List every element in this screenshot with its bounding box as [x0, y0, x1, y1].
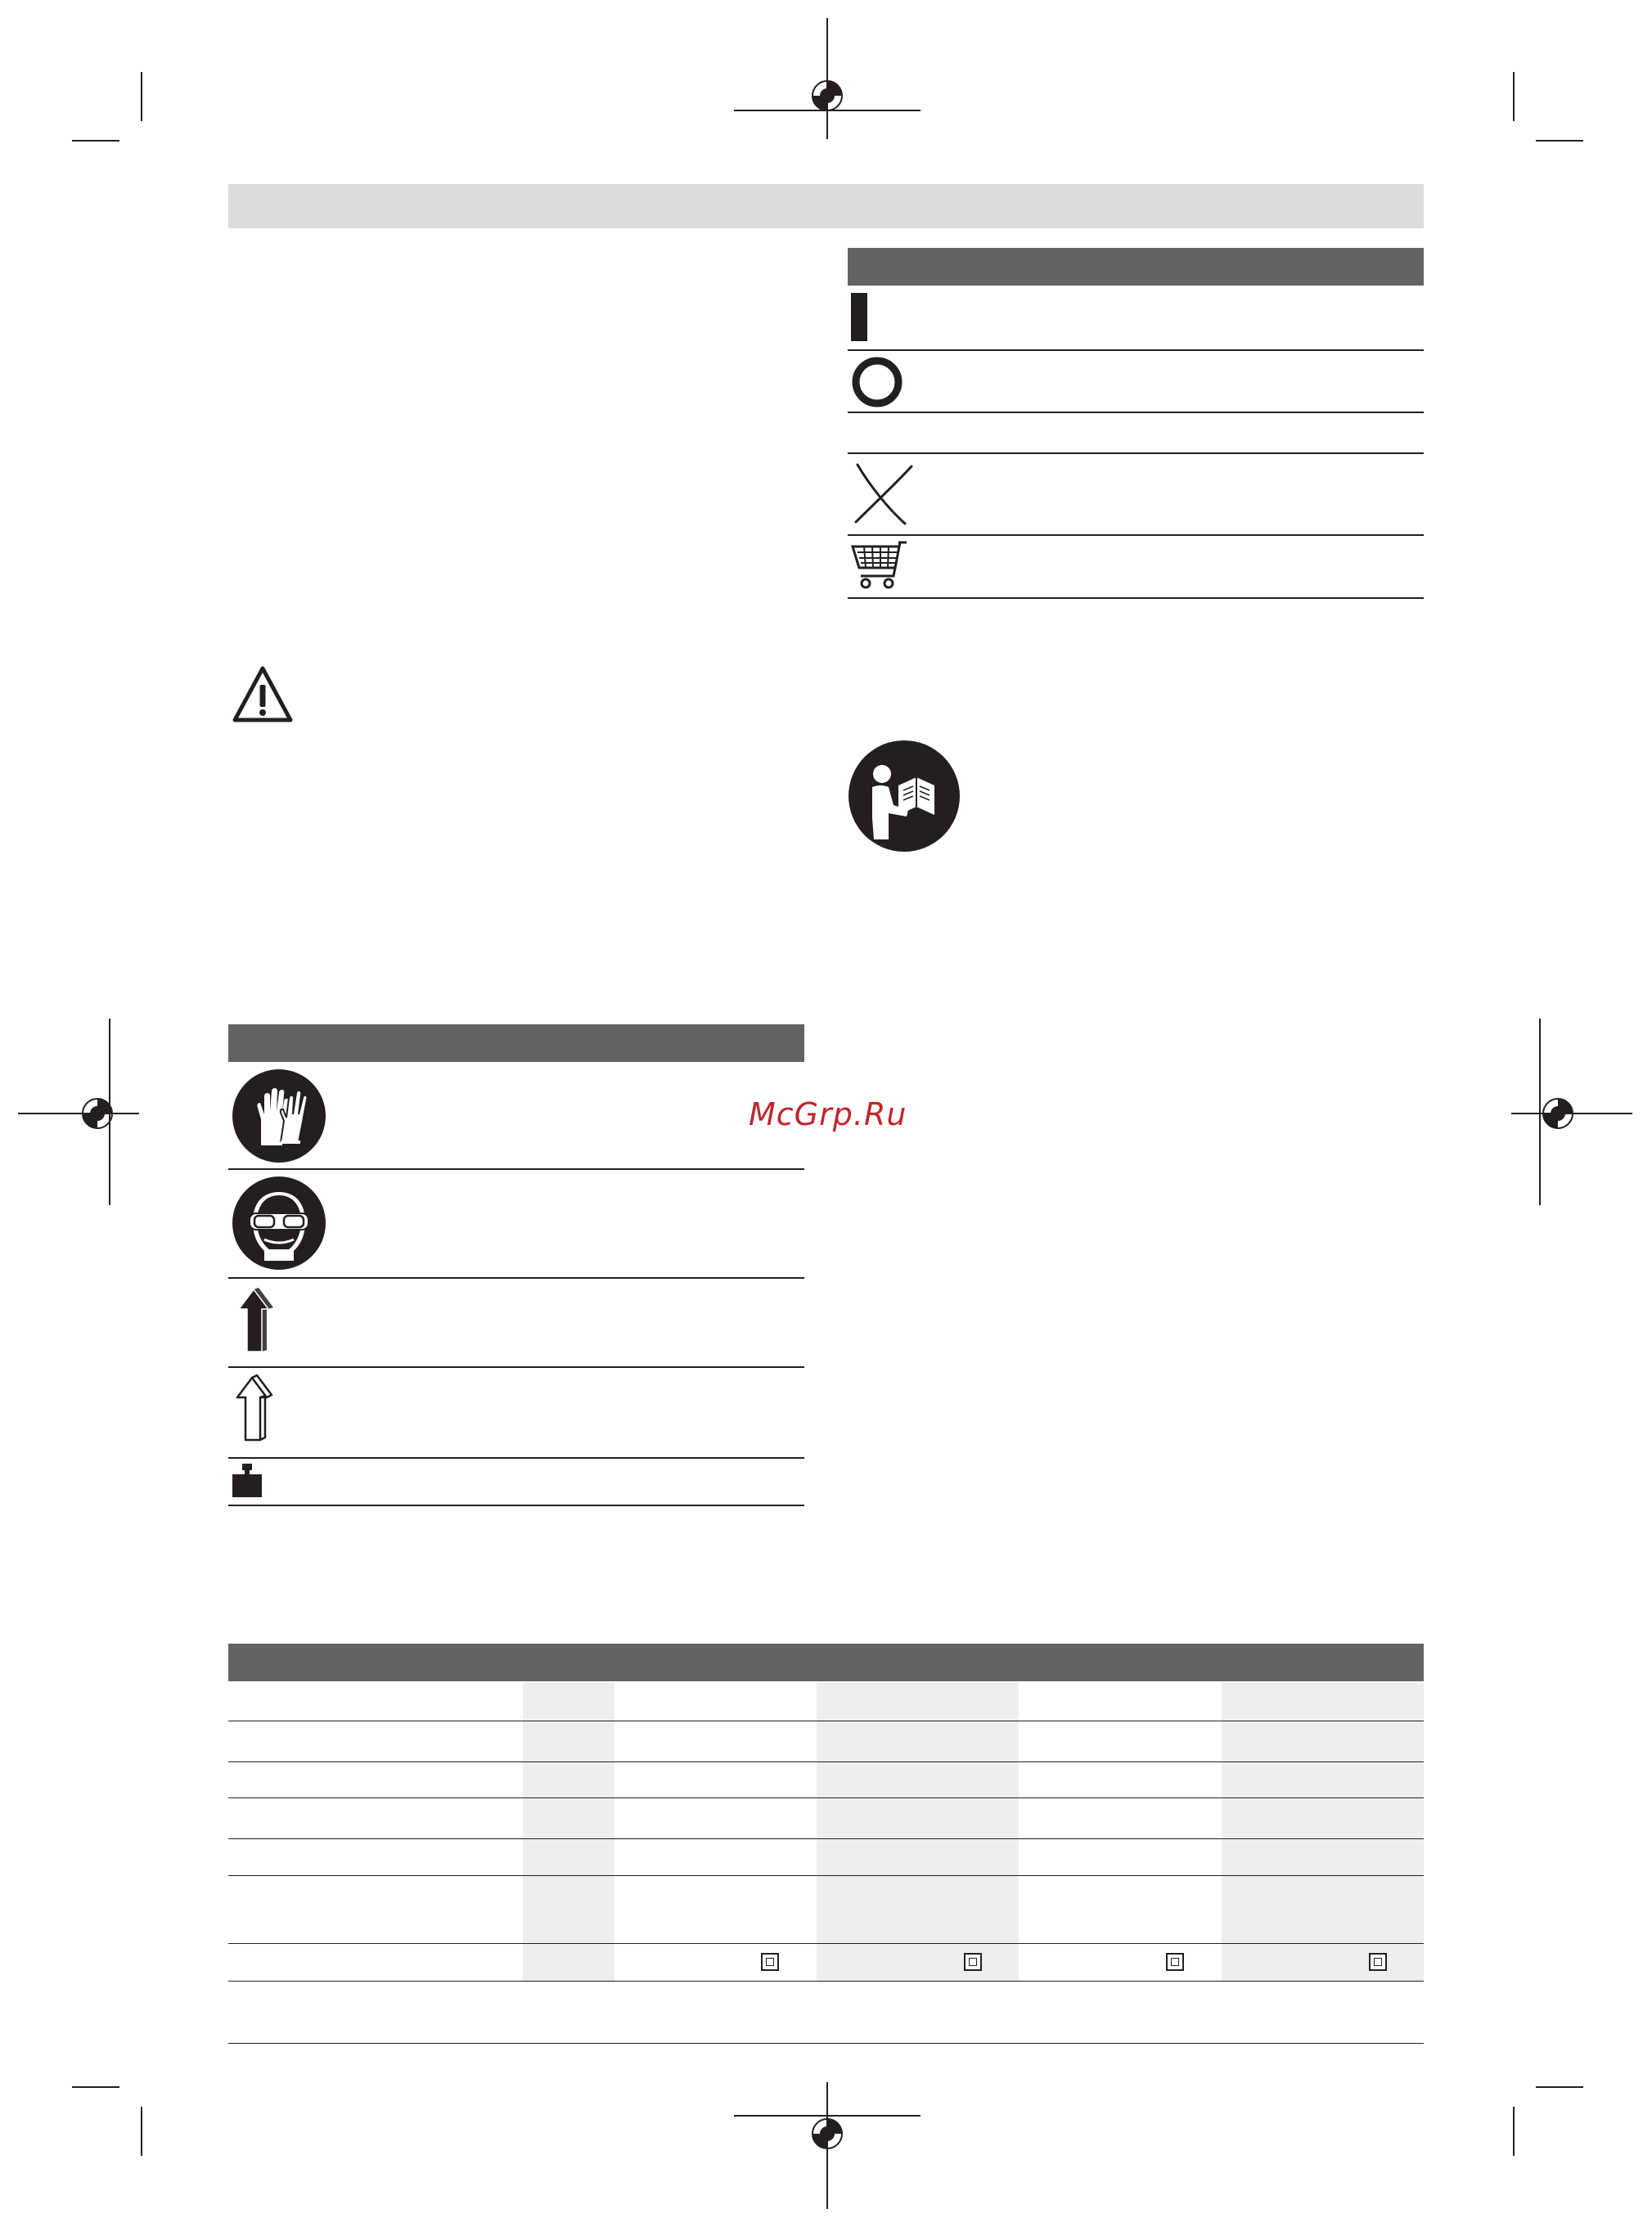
- table-rule: [228, 1366, 804, 1368]
- table-shaded-column: [1222, 1683, 1424, 1981]
- read-manual-icon: [848, 740, 961, 853]
- registration-mark-icon: [809, 2116, 845, 2152]
- crop-mark: [18, 1113, 139, 1114]
- weight-icon: [231, 1463, 263, 1499]
- table-rule: [228, 1457, 804, 1459]
- registration-mark-icon: [79, 1096, 115, 1131]
- not-allowed-x-icon: [851, 460, 915, 527]
- crop-mark: [141, 72, 142, 121]
- table-rule: [228, 1277, 804, 1279]
- table-rule: [848, 412, 1424, 413]
- switch-table-heading-bar: [848, 248, 1424, 286]
- registration-mark-icon: [809, 78, 845, 114]
- double-insulation-icon: [1369, 1953, 1387, 1971]
- power-on-icon: [851, 293, 867, 341]
- shopping-cart-icon: [849, 540, 910, 591]
- arrow-up-outline-icon: [234, 1373, 283, 1445]
- power-off-icon: [850, 355, 904, 409]
- table-shaded-column: [523, 1683, 614, 1981]
- protective-gloves-icon: [232, 1069, 326, 1163]
- double-insulation-icon: [964, 1953, 982, 1971]
- crop-mark: [1513, 2107, 1515, 2156]
- table-rule: [228, 1168, 804, 1170]
- table-row-rule: [228, 1981, 1424, 1982]
- watermark: McGrp.Ru: [749, 1096, 907, 1132]
- double-insulation-icon: [1166, 1953, 1184, 1971]
- crop-mark: [72, 2086, 119, 2088]
- ppe-table-heading-bar: [228, 1024, 804, 1062]
- double-insulation-icon: [761, 1953, 779, 1971]
- table-row-rule: [228, 1761, 1424, 1762]
- safety-goggles-icon: [232, 1176, 326, 1271]
- table-shaded-column: [817, 1683, 1019, 1981]
- table-row-rule: [228, 1797, 1424, 1798]
- table-rule: [848, 349, 1424, 351]
- table-row-rule: [228, 1875, 1424, 1876]
- crop-mark: [1536, 2086, 1583, 2088]
- table-row-rule: [228, 1943, 1424, 1944]
- table-row-rule: [228, 1838, 1424, 1839]
- registration-mark-icon: [1540, 1096, 1576, 1131]
- page-header-band: [228, 184, 1424, 228]
- table-rule: [848, 534, 1424, 536]
- crop-mark: [72, 140, 119, 142]
- crop-mark: [1536, 140, 1583, 142]
- crop-mark: [141, 2107, 142, 2156]
- table-rule: [848, 597, 1424, 599]
- crop-mark: [1513, 72, 1515, 121]
- warning-triangle-icon: [232, 664, 294, 725]
- table-rule: [848, 452, 1424, 454]
- arrow-up-filled-icon: [234, 1284, 283, 1356]
- technical-data-heading-bar: [228, 1644, 1424, 1681]
- table-rule: [228, 1505, 804, 1506]
- table-row-rule: [228, 2043, 1424, 2044]
